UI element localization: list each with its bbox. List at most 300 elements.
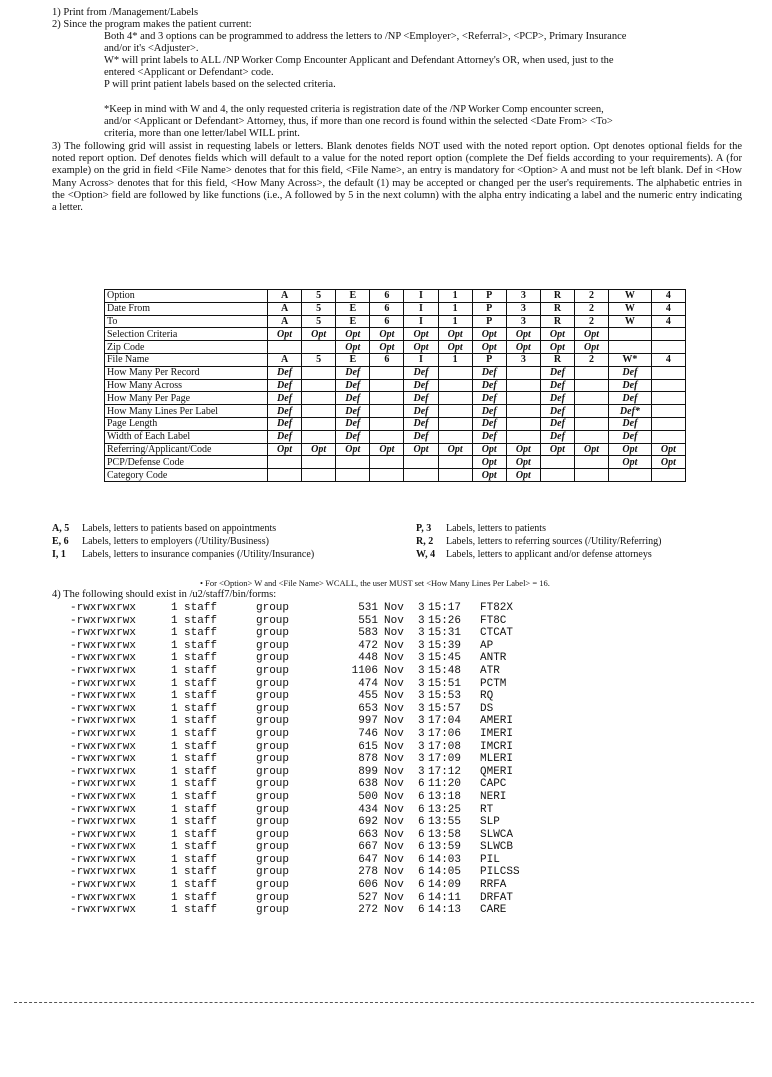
file-day: 6 bbox=[418, 828, 425, 841]
grid-row-label: Referring/Applicant/Code bbox=[105, 443, 268, 456]
grid-cell: A bbox=[268, 302, 302, 315]
grid-cell: Def bbox=[404, 366, 438, 379]
grid-cell: Def* bbox=[609, 405, 652, 418]
file-month: Nov bbox=[384, 627, 404, 640]
grid-cell: Def bbox=[268, 430, 302, 443]
file-group: group bbox=[256, 816, 290, 829]
file-links: 1 bbox=[171, 627, 178, 640]
grid-cell bbox=[370, 417, 404, 430]
file-day: 6 bbox=[418, 904, 425, 917]
file-size: 583 bbox=[358, 627, 378, 640]
file-time: 14:03 bbox=[428, 853, 462, 866]
grid-cell: Opt bbox=[302, 328, 336, 341]
grid-cell: R bbox=[540, 315, 574, 328]
file-time: 11:20 bbox=[428, 778, 462, 791]
file-day: 3 bbox=[418, 765, 425, 778]
grid-cell bbox=[404, 456, 438, 469]
page-divider bbox=[14, 1002, 754, 1003]
grid-cell bbox=[506, 417, 540, 430]
grid-cell: Opt bbox=[540, 443, 574, 456]
grid-cell: R bbox=[540, 302, 574, 315]
grid-row-label: Width of Each Label bbox=[105, 430, 268, 443]
grid-row bbox=[105, 328, 686, 341]
grid-cell: 3 bbox=[506, 290, 540, 303]
file-name: PCTM bbox=[480, 677, 507, 690]
grid-row bbox=[105, 392, 686, 405]
grid-cell: Def bbox=[472, 379, 506, 392]
file-name: SLP bbox=[480, 816, 500, 829]
file-month: Nov bbox=[384, 753, 404, 766]
file-time: 15:51 bbox=[428, 677, 462, 690]
grid-cell: A bbox=[268, 290, 302, 303]
file-day: 6 bbox=[418, 891, 425, 904]
file-perm: -rwxrwxrwx bbox=[70, 715, 137, 728]
file-name: ATR bbox=[480, 664, 500, 677]
grid-cell bbox=[574, 379, 608, 392]
grid-cell: W bbox=[609, 315, 652, 328]
grid-cell bbox=[540, 469, 574, 482]
file-size: 531 bbox=[358, 602, 378, 614]
file-month: Nov bbox=[384, 853, 404, 866]
grid-cell bbox=[609, 469, 652, 482]
file-time: 17:08 bbox=[428, 740, 462, 753]
grid-cell bbox=[302, 405, 336, 418]
grid-cell: Def bbox=[540, 417, 574, 430]
grid-cell: Def bbox=[404, 405, 438, 418]
file-time: 15:45 bbox=[428, 652, 462, 665]
file-group: group bbox=[256, 841, 290, 854]
file-owner: staff bbox=[184, 652, 218, 665]
grid-row bbox=[105, 302, 686, 315]
grid-cell bbox=[302, 366, 336, 379]
grid-cell bbox=[302, 392, 336, 405]
grid-cell: Opt bbox=[506, 341, 540, 354]
step-2-line: 2) Since the program makes the patient current: bbox=[52, 19, 252, 30]
file-links: 1 bbox=[171, 740, 178, 753]
grid-row-label: How Many Per Record bbox=[105, 366, 268, 379]
grid-cell: Opt bbox=[472, 443, 506, 456]
file-group: group bbox=[256, 639, 290, 652]
file-day: 3 bbox=[418, 753, 425, 766]
grid-cell bbox=[651, 417, 685, 430]
step-2-note-line: *Keep in mind with W and 4, the only requested criteria is registration date of the /NP Worker Comp encounter screen, bbox=[104, 104, 604, 115]
file-day: 3 bbox=[418, 677, 425, 690]
file-owner: staff bbox=[184, 677, 218, 690]
file-time: 13:18 bbox=[428, 790, 462, 803]
file-name: RQ bbox=[480, 690, 494, 703]
grid-cell: Opt bbox=[370, 341, 404, 354]
grid-cell: Opt bbox=[506, 456, 540, 469]
file-owner: staff bbox=[184, 765, 218, 778]
grid-cell bbox=[302, 417, 336, 430]
file-name: RRFA bbox=[480, 879, 507, 892]
grid-cell: 3 bbox=[506, 353, 540, 366]
file-group: group bbox=[256, 904, 290, 917]
grid-cell: Opt bbox=[336, 443, 370, 456]
file-owner: staff bbox=[184, 639, 218, 652]
file-perm: -rwxrwxrwx bbox=[70, 602, 137, 614]
grid-cell: W bbox=[609, 290, 652, 303]
legend-left bbox=[52, 522, 314, 561]
grid-cell: Def bbox=[609, 366, 652, 379]
file-time: 15:26 bbox=[428, 614, 462, 627]
file-group: group bbox=[256, 853, 290, 866]
file-month: Nov bbox=[384, 816, 404, 829]
file-links: 1 bbox=[171, 841, 178, 854]
file-size: 899 bbox=[358, 765, 378, 778]
grid-cell bbox=[302, 456, 336, 469]
file-owner: staff bbox=[184, 790, 218, 803]
file-size: 638 bbox=[358, 778, 378, 791]
grid-cell bbox=[370, 405, 404, 418]
grid-cell bbox=[574, 469, 608, 482]
grid-cell: Def bbox=[472, 366, 506, 379]
grid-cell: 6 bbox=[370, 353, 404, 366]
grid-cell bbox=[438, 417, 472, 430]
grid-cell: 1 bbox=[438, 315, 472, 328]
step-2-line: Both 4* and 3 options can be programmed to address the letters to /NP <Employer>, <Referral>, <PCP>, Primary Insurance bbox=[104, 31, 627, 42]
file-owner: staff bbox=[184, 715, 218, 728]
file-group: group bbox=[256, 765, 290, 778]
grid-cell: Opt bbox=[404, 328, 438, 341]
file-day: 3 bbox=[418, 690, 425, 703]
grid-cell: I bbox=[404, 290, 438, 303]
file-perm: -rwxrwxrwx bbox=[70, 803, 137, 816]
grid-cell: Def bbox=[268, 392, 302, 405]
file-size: 278 bbox=[358, 866, 378, 879]
grid-cell bbox=[268, 456, 302, 469]
file-time: 15:39 bbox=[428, 639, 462, 652]
grid-cell: Opt bbox=[472, 456, 506, 469]
grid-cell: A bbox=[268, 353, 302, 366]
file-links: 1 bbox=[171, 664, 178, 677]
file-group: group bbox=[256, 690, 290, 703]
file-perm: -rwxrwxrwx bbox=[70, 828, 137, 841]
file-name: FT82X bbox=[480, 602, 514, 614]
grid-cell bbox=[370, 469, 404, 482]
step-3-paragraph: 3) The following grid will assist in requesting labels or letters. Blank denotes fields NOT used with the noted report option. Opt denotes optional fields for the noted report option. Def denotes fields which will default to a value for the noted report option (complete the Def fields according to your requirements). A (for example) on the grid in field <File Name> denotes that for this field, <File Name>, an entry is mandatory for <Option> A and must not be left blank. Def in <How Many Across> denotes that for this field, <How Many Across>, the default (1) may be accepted or changed per the user's requirements. The alphabetic entries in the <Option> field are followed by like functions (i.e., A followed by 5 in the next column) with the alpha entry indicating a label and the numeric entry indicating a letter. bbox=[52, 141, 742, 214]
file-group: group bbox=[256, 753, 290, 766]
grid-cell bbox=[651, 392, 685, 405]
file-group: group bbox=[256, 828, 290, 841]
grid-cell bbox=[370, 392, 404, 405]
legend-right bbox=[416, 522, 661, 561]
grid-cell: 1 bbox=[438, 353, 472, 366]
grid-cell: Opt bbox=[506, 443, 540, 456]
grid-cell: Def bbox=[540, 379, 574, 392]
grid-row-label: How Many Lines Per Label bbox=[105, 405, 268, 418]
file-month: Nov bbox=[384, 879, 404, 892]
grid-cell: Def bbox=[404, 417, 438, 430]
file-month: Nov bbox=[384, 602, 404, 614]
step-2-line: W* will print labels to ALL /NP Worker Comp Encounter Applicant and Defendant Attorney's OR, when used, just to the bbox=[104, 55, 614, 66]
grid-cell: E bbox=[336, 302, 370, 315]
file-time: 14:05 bbox=[428, 866, 462, 879]
file-size: 434 bbox=[358, 803, 378, 816]
step-1: 1) Print from /Management/Labels bbox=[52, 7, 199, 18]
file-owner: staff bbox=[184, 891, 218, 904]
file-month: Nov bbox=[384, 904, 404, 917]
grid-cell: 6 bbox=[370, 315, 404, 328]
grid-cell: Opt bbox=[302, 443, 336, 456]
grid-row-label: Date From bbox=[105, 302, 268, 315]
file-owner: staff bbox=[184, 828, 218, 841]
file-name: SLWCA bbox=[480, 828, 514, 841]
grid-cell bbox=[404, 469, 438, 482]
file-size: 663 bbox=[358, 828, 378, 841]
file-time: 17:09 bbox=[428, 753, 462, 766]
grid-cell: W* bbox=[609, 353, 652, 366]
file-owner: staff bbox=[184, 740, 218, 753]
grid-row bbox=[105, 469, 686, 482]
file-size: 474 bbox=[358, 677, 378, 690]
file-owner: staff bbox=[184, 702, 218, 715]
file-month: Nov bbox=[384, 664, 404, 677]
grid-row-label: To bbox=[105, 315, 268, 328]
file-month: Nov bbox=[384, 803, 404, 816]
grid-cell: 6 bbox=[370, 302, 404, 315]
file-links: 1 bbox=[171, 652, 178, 665]
grid-cell bbox=[651, 328, 685, 341]
grid-row bbox=[105, 341, 686, 354]
grid-cell: W bbox=[609, 302, 652, 315]
file-day: 3 bbox=[418, 727, 425, 740]
file-month: Nov bbox=[384, 790, 404, 803]
grid-cell bbox=[574, 366, 608, 379]
grid-cell: 2 bbox=[574, 302, 608, 315]
grid-cell bbox=[651, 366, 685, 379]
grid-row-label: File Name bbox=[105, 353, 268, 366]
file-time: 14:13 bbox=[428, 904, 462, 917]
file-day: 6 bbox=[418, 816, 425, 829]
file-links: 1 bbox=[171, 866, 178, 879]
grid-row bbox=[105, 366, 686, 379]
file-links: 1 bbox=[171, 904, 178, 917]
file-day: 3 bbox=[418, 702, 425, 715]
grid-cell bbox=[302, 341, 336, 354]
file-day: 6 bbox=[418, 803, 425, 816]
grid-cell: 6 bbox=[370, 290, 404, 303]
grid-cell: Def bbox=[609, 417, 652, 430]
file-size: 878 bbox=[358, 753, 378, 766]
file-perm: -rwxrwxrwx bbox=[70, 664, 137, 677]
grid-cell: Def bbox=[472, 417, 506, 430]
grid-cell: Opt bbox=[506, 469, 540, 482]
file-links: 1 bbox=[171, 727, 178, 740]
grid-cell: P bbox=[472, 315, 506, 328]
file-size: 615 bbox=[358, 740, 378, 753]
file-size: 551 bbox=[358, 614, 378, 627]
file-time: 15:31 bbox=[428, 627, 462, 640]
file-owner: staff bbox=[184, 866, 218, 879]
grid-cell bbox=[651, 341, 685, 354]
grid-cell: Opt bbox=[540, 328, 574, 341]
file-month: Nov bbox=[384, 652, 404, 665]
grid-cell: Opt bbox=[609, 443, 652, 456]
grid-cell bbox=[336, 469, 370, 482]
file-owner: staff bbox=[184, 690, 218, 703]
file-links: 1 bbox=[171, 816, 178, 829]
file-owner: staff bbox=[184, 602, 218, 614]
grid-cell bbox=[302, 469, 336, 482]
file-name: DRFAT bbox=[480, 891, 514, 904]
grid-cell: Def bbox=[609, 379, 652, 392]
grid-cell: Opt bbox=[651, 443, 685, 456]
file-group: group bbox=[256, 614, 290, 627]
file-size: 448 bbox=[358, 652, 378, 665]
file-group: group bbox=[256, 891, 290, 904]
file-size: 606 bbox=[358, 879, 378, 892]
grid-cell bbox=[506, 405, 540, 418]
file-perm: -rwxrwxrwx bbox=[70, 690, 137, 703]
grid-cell: Opt bbox=[438, 443, 472, 456]
grid-cell bbox=[438, 456, 472, 469]
file-perm: -rwxrwxrwx bbox=[70, 639, 137, 652]
grid-cell: Def bbox=[472, 405, 506, 418]
grid-cell: 5 bbox=[302, 315, 336, 328]
file-owner: staff bbox=[184, 614, 218, 627]
grid-cell: Def bbox=[268, 366, 302, 379]
grid-cell: 4 bbox=[651, 315, 685, 328]
grid-cell bbox=[574, 405, 608, 418]
file-owner: staff bbox=[184, 904, 218, 917]
grid-cell: 5 bbox=[302, 290, 336, 303]
file-day: 3 bbox=[418, 639, 425, 652]
grid-cell: 2 bbox=[574, 353, 608, 366]
grid-cell: Def bbox=[540, 392, 574, 405]
grid-cell: Def bbox=[336, 379, 370, 392]
file-group: group bbox=[256, 652, 290, 665]
grid-cell: P bbox=[472, 353, 506, 366]
report-options-grid bbox=[104, 289, 686, 482]
legend-item: R, 2 Labels, letters to referring sources (/Utility/Referring) bbox=[416, 536, 662, 547]
file-perm: -rwxrwxrwx bbox=[70, 753, 137, 766]
grid-row bbox=[105, 405, 686, 418]
grid-cell bbox=[438, 366, 472, 379]
file-name: PIL bbox=[480, 853, 500, 866]
grid-cell bbox=[302, 379, 336, 392]
grid-cell: 2 bbox=[574, 315, 608, 328]
grid-row-label: Zip Code bbox=[105, 341, 268, 354]
file-name: AP bbox=[480, 639, 494, 652]
file-links: 1 bbox=[171, 828, 178, 841]
grid-cell: P bbox=[472, 302, 506, 315]
file-day: 6 bbox=[418, 790, 425, 803]
file-links: 1 bbox=[171, 614, 178, 627]
file-links: 1 bbox=[171, 803, 178, 816]
file-group: group bbox=[256, 664, 290, 677]
grid-cell: Def bbox=[540, 405, 574, 418]
file-day: 3 bbox=[418, 627, 425, 640]
grid-cell: Opt bbox=[472, 469, 506, 482]
grid-cell: E bbox=[336, 353, 370, 366]
file-owner: staff bbox=[184, 664, 218, 677]
file-size: 500 bbox=[358, 790, 378, 803]
file-month: Nov bbox=[384, 866, 404, 879]
grid-cell bbox=[438, 469, 472, 482]
grid-cell: Def bbox=[336, 417, 370, 430]
step-2-line: entered <Applicant or Defendant> code. bbox=[104, 67, 274, 78]
grid-cell: Opt bbox=[268, 443, 302, 456]
grid-cell: I bbox=[404, 315, 438, 328]
file-perm: -rwxrwxrwx bbox=[70, 627, 137, 640]
file-owner: staff bbox=[184, 816, 218, 829]
grid-cell: Opt bbox=[370, 443, 404, 456]
file-day: 6 bbox=[418, 866, 425, 879]
file-name: RT bbox=[480, 803, 494, 816]
file-perm: -rwxrwxrwx bbox=[70, 853, 137, 866]
file-name: AMERI bbox=[480, 715, 514, 728]
grid-cell bbox=[540, 456, 574, 469]
file-links: 1 bbox=[171, 690, 178, 703]
grid-cell bbox=[506, 392, 540, 405]
grid-cell: Def bbox=[336, 392, 370, 405]
file-day: 6 bbox=[418, 853, 425, 866]
grid-cell: Opt bbox=[404, 341, 438, 354]
grid-cell: I bbox=[404, 302, 438, 315]
file-size: 455 bbox=[358, 690, 378, 703]
grid-cell: P bbox=[472, 290, 506, 303]
file-month: Nov bbox=[384, 614, 404, 627]
file-perm: -rwxrwxrwx bbox=[70, 790, 137, 803]
grid-cell: Def bbox=[540, 430, 574, 443]
file-month: Nov bbox=[384, 639, 404, 652]
file-owner: staff bbox=[184, 753, 218, 766]
file-time: 13:25 bbox=[428, 803, 462, 816]
file-time: 14:11 bbox=[428, 891, 462, 904]
file-month: Nov bbox=[384, 828, 404, 841]
file-name: PILCSS bbox=[480, 866, 520, 879]
file-size: 527 bbox=[358, 891, 378, 904]
grid-row bbox=[105, 315, 686, 328]
grid-cell bbox=[336, 456, 370, 469]
grid-cell bbox=[370, 366, 404, 379]
file-group: group bbox=[256, 879, 290, 892]
grid-cell bbox=[506, 430, 540, 443]
file-time: 17:12 bbox=[428, 765, 462, 778]
file-month: Nov bbox=[384, 677, 404, 690]
grid-row-label: Option bbox=[105, 290, 268, 303]
grid-cell: Def bbox=[472, 392, 506, 405]
grid-row-label: How Many Per Page bbox=[105, 392, 268, 405]
file-time: 15:17 bbox=[428, 602, 462, 614]
file-time: 13:58 bbox=[428, 828, 462, 841]
file-size: 746 bbox=[358, 727, 378, 740]
grid-row bbox=[105, 443, 686, 456]
grid-row-label: Selection Criteria bbox=[105, 328, 268, 341]
file-time: 13:59 bbox=[428, 841, 462, 854]
grid-cell: Def bbox=[336, 405, 370, 418]
file-time: 15:57 bbox=[428, 702, 462, 715]
grid-cell: Def bbox=[336, 430, 370, 443]
file-name: ANTR bbox=[480, 652, 507, 665]
grid-cell bbox=[574, 417, 608, 430]
step-2-line: and/or it's <Adjuster>. bbox=[104, 43, 199, 54]
file-links: 1 bbox=[171, 715, 178, 728]
file-group: group bbox=[256, 790, 290, 803]
grid-cell: Def bbox=[609, 430, 652, 443]
file-size: 692 bbox=[358, 816, 378, 829]
file-month: Nov bbox=[384, 778, 404, 791]
grid-cell: Def bbox=[540, 366, 574, 379]
file-name: SLWCB bbox=[480, 841, 514, 854]
file-owner: staff bbox=[184, 879, 218, 892]
file-day: 3 bbox=[418, 602, 425, 614]
file-perm: -rwxrwxrwx bbox=[70, 702, 137, 715]
file-links: 1 bbox=[171, 677, 178, 690]
grid-cell bbox=[506, 379, 540, 392]
grid-cell: 5 bbox=[302, 302, 336, 315]
